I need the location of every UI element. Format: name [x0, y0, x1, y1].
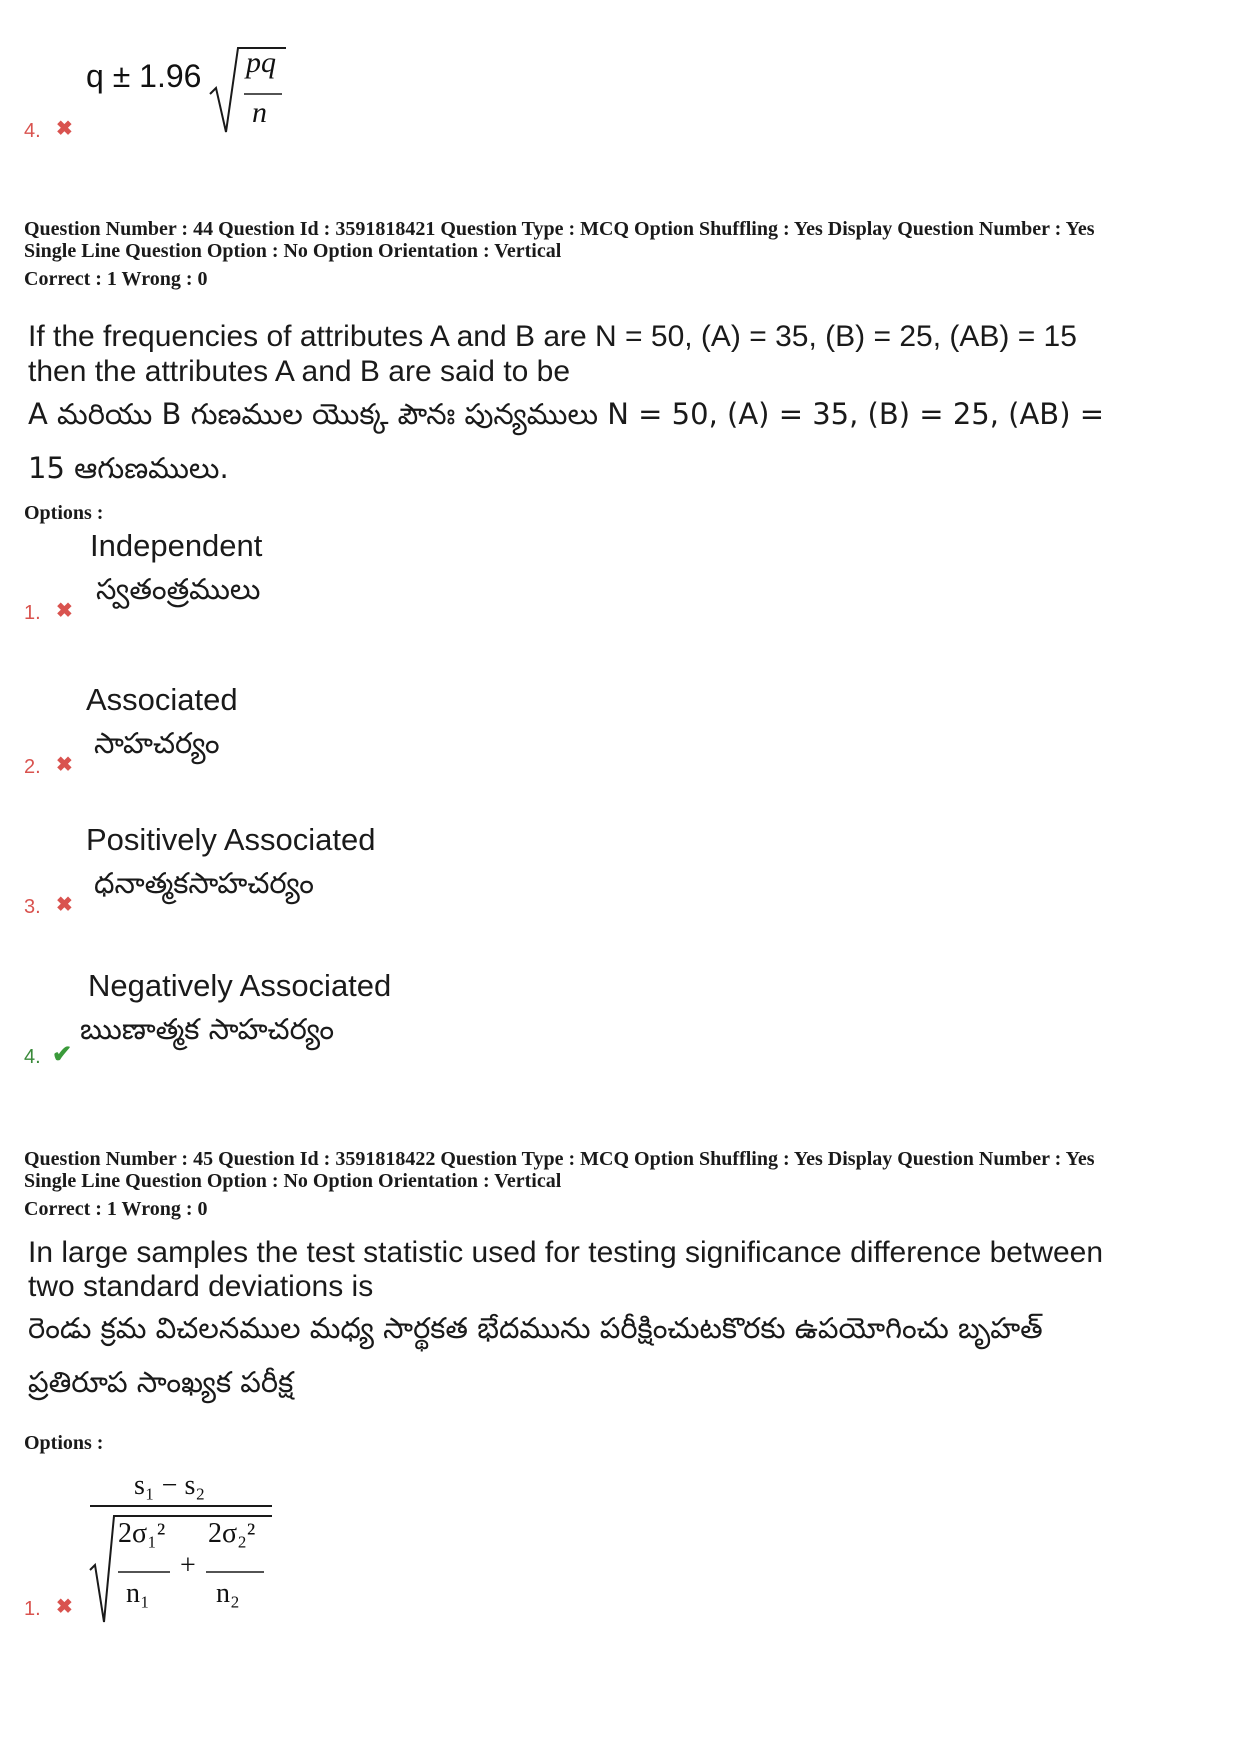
option-number: 1. — [24, 602, 41, 624]
prev-option-number: 4. — [24, 120, 41, 142]
q45-text-te-2: ప్రతిరూప సాంఖ్యక పరీక్ష — [28, 1365, 294, 1399]
option-number: 3. — [24, 896, 41, 918]
q44-text-te-1: A మరియు B గుణముల యొక్క పౌనః పున్యములు N = 50, (A) = 35, (B) = 25, (AB) = — [28, 397, 1105, 431]
q45-meta-line3: Correct : 1 Wrong : 0 — [24, 1198, 208, 1220]
q44-option-2[interactable] — [0, 674, 500, 784]
cross-icon: ✖ — [56, 600, 73, 622]
q45-meta-line2: Single Line Question Option : No Option Orientation : Vertical — [24, 1170, 562, 1192]
q44-meta-line2: Single Line Question Option : No Option Orientation : Vertical — [24, 240, 562, 262]
term1-denominator: n₁ — [126, 1578, 150, 1609]
term1-numerator: 2σ₁² — [118, 1518, 166, 1549]
q45-text-en-1: In large samples the test statistic used for testing significance difference between — [28, 1236, 1104, 1269]
q44-text-te-2: 15 ఆగుణములు. — [28, 451, 229, 485]
option-number: 1. — [24, 1598, 41, 1620]
term2-numerator: 2σ₂² — [208, 1518, 256, 1549]
check-icon: ✔ — [52, 1041, 73, 1068]
option-label-te: ఋణాత్మక సాహచర్యం — [80, 1012, 335, 1046]
q45-options-label: Options : — [24, 1432, 104, 1454]
option-number: 2. — [24, 756, 41, 778]
option-label-en: Independent — [90, 528, 263, 563]
q44-options-label: Options : — [24, 502, 104, 524]
q44-option-4[interactable] — [0, 960, 500, 1070]
q44-text-en-1: If the frequencies of attributes A and B are N = 50, (A) = 35, (B) = 25, (AB) = 15 — [28, 320, 1077, 353]
plus-sign: + — [180, 1550, 196, 1581]
prev-option-formula-prefix: q ± 1.96 — [86, 58, 202, 94]
option-label-en: Positively Associated — [86, 822, 376, 857]
option-label-en: Negatively Associated — [88, 968, 392, 1003]
q45-text-en-2: two standard deviations is — [28, 1270, 374, 1303]
option-label-en: Associated — [86, 682, 238, 717]
formula-numerator: pq — [246, 46, 276, 79]
q45-option-1[interactable] — [0, 1460, 420, 1630]
cross-icon: ✖ — [56, 118, 73, 140]
cross-icon: ✖ — [56, 754, 73, 776]
term2-denominator: n₂ — [216, 1578, 240, 1609]
option-label-te: సాహచర్యం — [94, 726, 220, 760]
cross-icon: ✖ — [56, 894, 73, 916]
q44-option-1[interactable] — [0, 520, 500, 630]
formula-denominator: n — [252, 96, 267, 129]
option-label-te: ధనాత్మకసాహచర్యం — [94, 866, 314, 900]
formula-numerator: s₁ − s₂ — [134, 1470, 206, 1501]
prev-option-4 — [0, 20, 400, 150]
q45-meta-line1: Question Number : 45 Question Id : 3591818422 Question Type : MCQ Option Shuffling : Yes Display Question Number : Yes — [24, 1148, 1095, 1170]
option-number: 4. — [24, 1046, 41, 1068]
q44-option-3[interactable] — [0, 814, 500, 924]
q44-meta-line3: Correct : 1 Wrong : 0 — [24, 268, 208, 290]
q45-text-te-1: రెండు క్రమ విచలనముల మధ్య సార్థకత భేదమును పరీక్షించుటకొరకు ఉపయోగించు బృహత్ — [28, 1311, 1043, 1345]
cross-icon: ✖ — [56, 1596, 73, 1618]
q44-text-en-2: then the attributes A and B are said to be — [28, 355, 571, 388]
q44-meta-line1: Question Number : 44 Question Id : 3591818421 Question Type : MCQ Option Shuffling : Yes Display Question Number : Yes — [24, 218, 1095, 240]
option-label-te: స్వతంత్రములు — [96, 572, 261, 606]
